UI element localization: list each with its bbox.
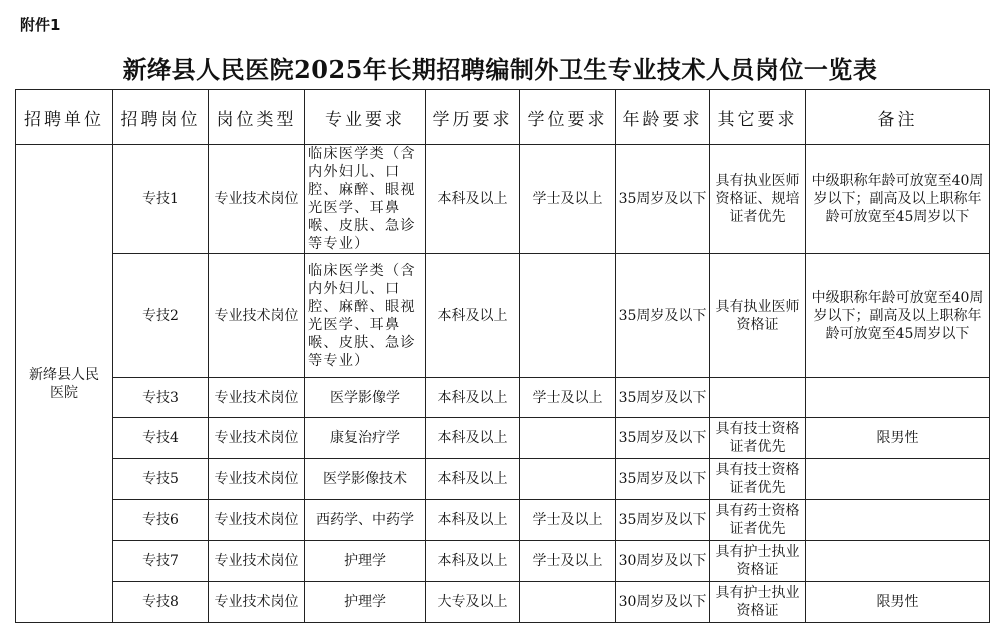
column-header: 岗位类型 bbox=[209, 90, 305, 145]
major-cell: 医学影像学 bbox=[305, 378, 426, 418]
type-cell: 专业技术岗位 bbox=[209, 500, 305, 541]
education-cell: 本科及以上 bbox=[426, 541, 520, 582]
age-cell: 30周岁及以下 bbox=[616, 541, 710, 582]
other-requirements-cell: 具有执业医师资格证 bbox=[710, 254, 806, 378]
note-cell bbox=[806, 378, 990, 418]
post-cell: 专技1 bbox=[113, 145, 209, 254]
degree-cell bbox=[520, 254, 616, 378]
post-cell: 专技5 bbox=[113, 459, 209, 500]
age-cell: 35周岁及以下 bbox=[616, 254, 710, 378]
degree-cell: 学士及以上 bbox=[520, 541, 616, 582]
table-row bbox=[16, 378, 990, 418]
education-cell: 本科及以上 bbox=[426, 378, 520, 418]
education-cell: 本科及以上 bbox=[426, 500, 520, 541]
recruiting-unit-cell: 新绛县人民医院 bbox=[16, 145, 113, 623]
major-cell: 临床医学类（含内外妇儿、口腔、麻醉、眼视光医学、耳鼻喉、皮肤、急诊等专业） bbox=[305, 145, 426, 254]
other-requirements-cell: 具有药士资格证者优先 bbox=[710, 500, 806, 541]
education-cell: 本科及以上 bbox=[426, 145, 520, 254]
column-header: 招聘岗位 bbox=[113, 90, 209, 145]
age-cell: 30周岁及以下 bbox=[616, 582, 710, 623]
attachment-label: 附件1 bbox=[20, 16, 61, 34]
education-cell: 大专及以上 bbox=[426, 582, 520, 623]
post-cell: 专技7 bbox=[113, 541, 209, 582]
column-header: 招聘单位 bbox=[16, 90, 113, 145]
post-cell: 专技8 bbox=[113, 582, 209, 623]
education-cell: 本科及以上 bbox=[426, 459, 520, 500]
column-header: 学位要求 bbox=[520, 90, 616, 145]
column-header: 年龄要求 bbox=[616, 90, 710, 145]
table-row bbox=[16, 500, 990, 541]
type-cell: 专业技术岗位 bbox=[209, 582, 305, 623]
type-cell: 专业技术岗位 bbox=[209, 254, 305, 378]
type-cell: 专业技术岗位 bbox=[209, 145, 305, 254]
table-header-row bbox=[16, 90, 990, 145]
age-cell: 35周岁及以下 bbox=[616, 500, 710, 541]
note-cell bbox=[806, 500, 990, 541]
other-requirements-cell: 具有护士执业资格证 bbox=[710, 582, 806, 623]
column-header: 学历要求 bbox=[426, 90, 520, 145]
table-row bbox=[16, 459, 990, 500]
other-requirements-cell: 具有技士资格证者优先 bbox=[710, 418, 806, 459]
post-cell: 专技3 bbox=[113, 378, 209, 418]
major-cell: 西药学、中药学 bbox=[305, 500, 426, 541]
table-row bbox=[16, 254, 990, 378]
degree-cell bbox=[520, 582, 616, 623]
type-cell: 专业技术岗位 bbox=[209, 459, 305, 500]
degree-cell: 学士及以上 bbox=[520, 378, 616, 418]
table-row bbox=[16, 582, 990, 623]
page-title: 新绛县人民医院2025年长期招聘编制外卫生专业技术人员岗位一览表 bbox=[122, 55, 878, 84]
note-cell: 限男性 bbox=[806, 418, 990, 459]
positions-table bbox=[15, 89, 990, 623]
other-requirements-cell: 具有护士执业资格证 bbox=[710, 541, 806, 582]
degree-cell: 学士及以上 bbox=[520, 145, 616, 254]
column-header: 其它要求 bbox=[710, 90, 806, 145]
note-cell bbox=[806, 459, 990, 500]
age-cell: 35周岁及以下 bbox=[616, 145, 710, 254]
post-cell: 专技4 bbox=[113, 418, 209, 459]
type-cell: 专业技术岗位 bbox=[209, 541, 305, 582]
type-cell: 专业技术岗位 bbox=[209, 418, 305, 459]
degree-cell: 学士及以上 bbox=[520, 500, 616, 541]
other-requirements-cell: 具有执业医师资格证、规培证者优先 bbox=[710, 145, 806, 254]
age-cell: 35周岁及以下 bbox=[616, 459, 710, 500]
age-cell: 35周岁及以下 bbox=[616, 418, 710, 459]
education-cell: 本科及以上 bbox=[426, 418, 520, 459]
degree-cell bbox=[520, 418, 616, 459]
post-cell: 专技6 bbox=[113, 500, 209, 541]
degree-cell bbox=[520, 459, 616, 500]
other-requirements-cell: 具有技士资格证者优先 bbox=[710, 459, 806, 500]
major-cell: 临床医学类（含内外妇儿、口腔、麻醉、眼视光医学、耳鼻喉、皮肤、急诊等专业） bbox=[305, 254, 426, 378]
education-cell: 本科及以上 bbox=[426, 254, 520, 378]
major-cell: 医学影像技术 bbox=[305, 459, 426, 500]
note-cell: 中级职称年龄可放宽至40周岁以下；副高及以上职称年龄可放宽至45周岁以下 bbox=[806, 145, 990, 254]
note-cell bbox=[806, 541, 990, 582]
table-row bbox=[16, 418, 990, 459]
major-cell: 护理学 bbox=[305, 541, 426, 582]
column-header: 备注 bbox=[806, 90, 990, 145]
post-cell: 专技2 bbox=[113, 254, 209, 378]
note-cell: 中级职称年龄可放宽至40周岁以下；副高及以上职称年龄可放宽至45周岁以下 bbox=[806, 254, 990, 378]
major-cell: 护理学 bbox=[305, 582, 426, 623]
other-requirements-cell bbox=[710, 378, 806, 418]
table-row bbox=[16, 145, 990, 254]
age-cell: 35周岁及以下 bbox=[616, 378, 710, 418]
type-cell: 专业技术岗位 bbox=[209, 378, 305, 418]
note-cell: 限男性 bbox=[806, 582, 990, 623]
table-row bbox=[16, 541, 990, 582]
major-cell: 康复治疗学 bbox=[305, 418, 426, 459]
column-header: 专业要求 bbox=[305, 90, 426, 145]
